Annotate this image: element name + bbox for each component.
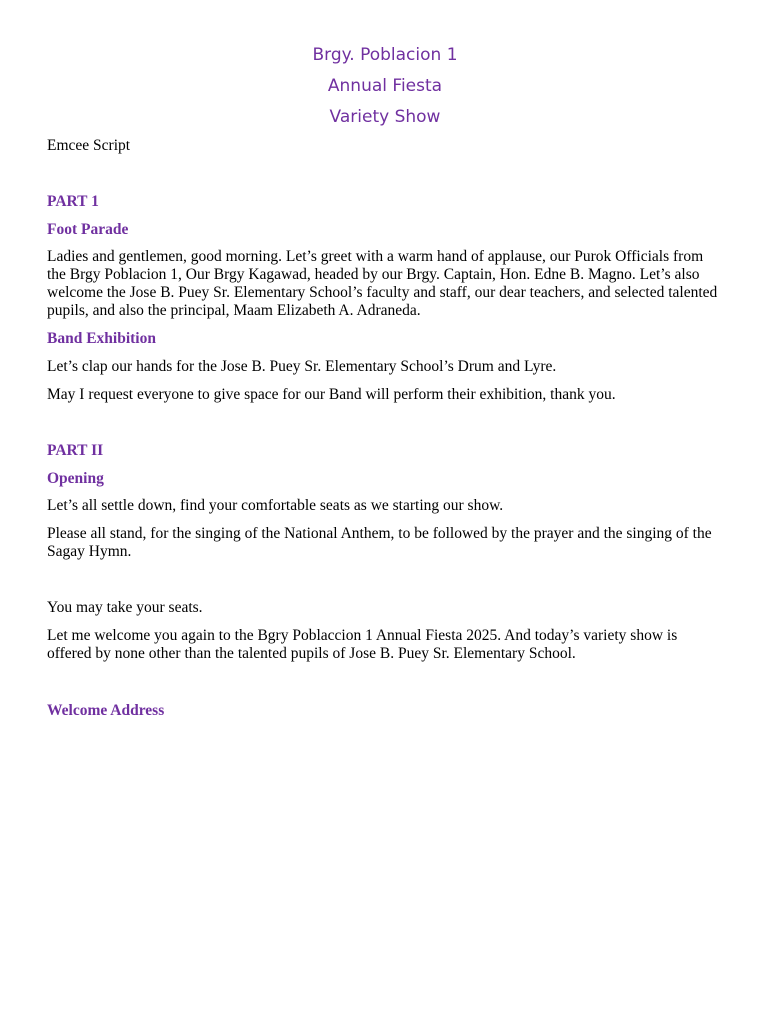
welcome-address-heading: Welcome Address: [47, 702, 165, 719]
opening-paragraph-4: Let me welcome you again to the Bgry Poblaccion 1 Annual Fiesta 2025. And today’s variety show is offered by none other than the talented pupils of Jose B. Puey Sr. Elementary School.: [47, 627, 678, 662]
part-2-heading: PART II: [47, 442, 104, 459]
band-exhibition-paragraph-2: May I request everyone to give space for our Band will perform their exhibition, thank you.: [47, 386, 616, 403]
document-page: [47, 40, 723, 720]
foot-parade-heading: Foot Parade: [47, 221, 129, 238]
opening-paragraph-2: Please all stand, for the singing of the National Anthem, to be followed by the prayer and the singing of the Sagay Hymn.: [47, 525, 712, 560]
title-barangay: Brgy. Poblacion 1: [312, 45, 458, 65]
opening-heading: Opening: [47, 470, 104, 487]
band-exhibition-paragraph-1: Let’s clap our hands for the Jose B. Puey Sr. Elementary School’s Drum and Lyre.: [47, 358, 557, 375]
band-exhibition-heading: Band Exhibition: [47, 330, 156, 347]
opening-paragraph-3: You may take your seats.: [47, 599, 203, 616]
opening-paragraph-1: Let’s all settle down, find your comfortable seats as we starting our show.: [47, 497, 504, 514]
part-1-heading: PART 1: [47, 193, 99, 210]
document-subtitle: Emcee Script: [47, 137, 131, 154]
title-block: [47, 40, 723, 133]
title-show: Variety Show: [329, 107, 441, 127]
foot-parade-paragraph: Ladies and gentlemen, good morning. Let’s greet with a warm hand of applause, our Purok Officials from the Brgy Poblacion 1, Our Brgy Kagawad, headed by our Brgy. Captain, Hon. Edne B. Magno. Let’s also welcome the Jose B. Puey Sr. Elementary School’s faculty and staff, our dear teachers, and selected talented pupils, and also the principal, Maam Elizabeth A. Adraneda.: [47, 248, 718, 319]
title-event: Annual Fiesta: [327, 76, 443, 96]
